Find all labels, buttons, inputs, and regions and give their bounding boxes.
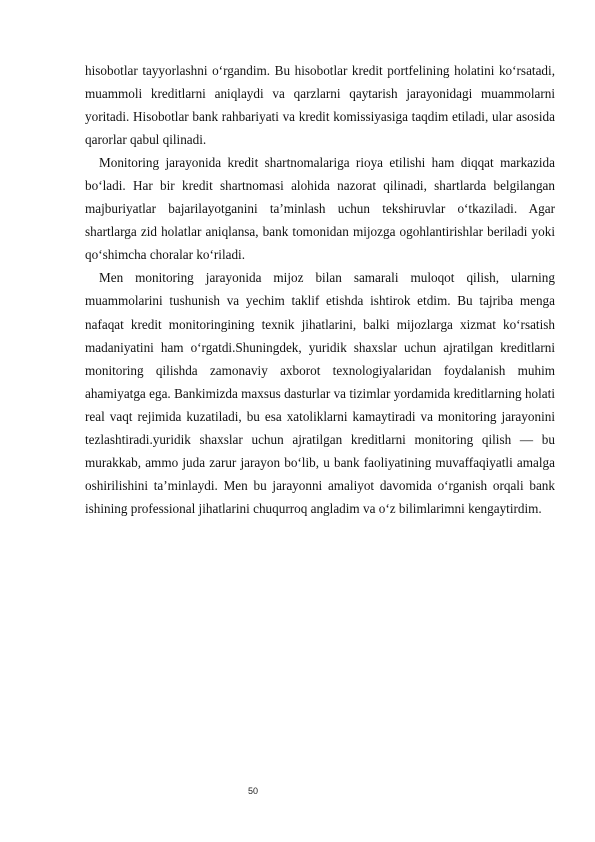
page-number: 50 xyxy=(247,786,258,796)
paragraph-reports: hisobotlar tayyorlashni o‘rgandim. Bu hisobotlar kredit portfelining holatini ko‘rsatadi, muammoli kreditlarni aniqlaydi va qarzlarni qaytarish jarayonidagi muammolarni yoritadi. Hisobotlar bank rahbariyati va kredit komissiyasiga taqdim etiladi, ular asosida qarorlar qabul qilinadi. xyxy=(85,63,555,148)
body-text xyxy=(85,59,555,520)
paragraph-client-communication: Men monitoring jarayonida mijoz bilan samarali muloqot qilish, ularning muammolarini tushunish va yechim taklif etishda ishtirok etdim. Bu tajriba menga nafaqat kredit monitoringining texnik jihatlarini, balki mijozlarga xizmat ko‘rsatish madaniyatini ham o‘rgatdi.Shuningdek, yuridik shaxslar uchun ajratilgan kreditlarni monitoring qilishda zamonaviy axborot texnologiyalaridan foydalanish muhim ahamiyatga ega. Bankimizda maxsus dasturlar va tizimlar yordamida kreditlarning holati real vaqt rejimida kuzatiladi, bu esa xatoliklarni kamaytiradi va monitoring jarayonini tezlashtiradi.yuridik shaxslar uchun ajratilgan kreditlarni monitoring qilish — bu murakkab, ammo juda zarur jarayon bo‘lib, u bank faoliyatining muvaffaqiyatli amalga oshirilishini ta’minlaydi. Men bu jarayonni amaliyot davomida o‘rganish orqali bank ishining professional jihatlarini chuqurroq angladim va o‘z bilimlarimni kengaytirdim. xyxy=(85,270,555,516)
paragraph-contract-compliance: Monitoring jarayonida kredit shartnomalariga rioya etilishi ham diqqat markazida bo‘ladi. Har bir kredit shartnomasi alohida nazorat qilinadi, shartlarda belgilangan majburiyatlar bajarilayotganini ta’minlash uchun tekshiruvlar o‘tkaziladi. Agar shartlarga zid holatlar aniqlansa, bank tomonidan mijozga ogohlantirishlar beriladi yoki qo‘shimcha choralar ko‘riladi. xyxy=(85,155,555,263)
